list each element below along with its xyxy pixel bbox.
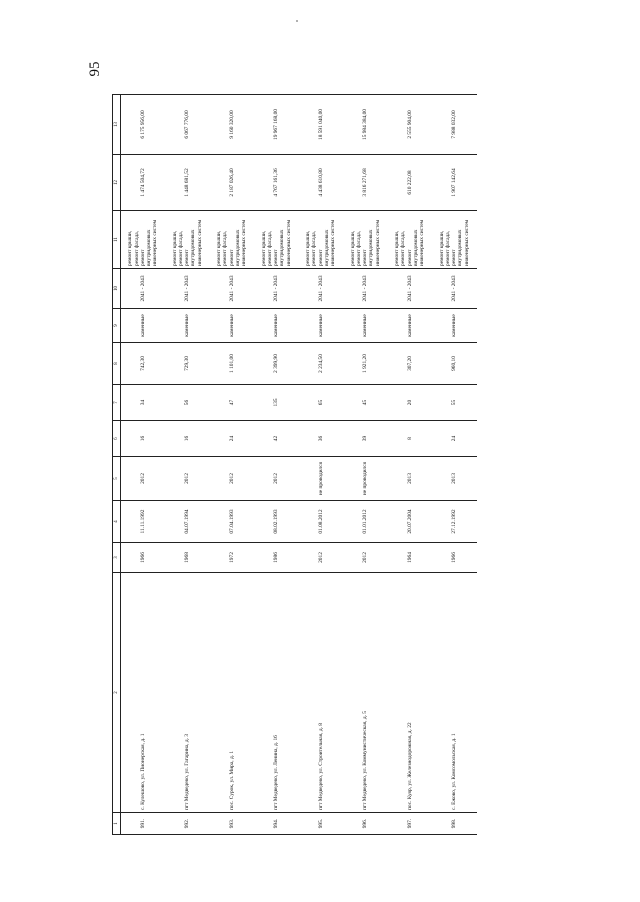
column-number-header: 11: [113, 211, 121, 269]
planned-period-cell: 2041 - 2043: [343, 269, 388, 309]
table-row: [210, 95, 255, 835]
repair-work-line: ремонт фасада,: [177, 230, 184, 266]
column-number-header: 6: [113, 421, 121, 457]
column-7-cell: 34: [121, 385, 166, 421]
repair-work-line: инженерных систем: [285, 219, 292, 266]
page-number: 95: [87, 61, 103, 77]
repair-works-cell: [210, 211, 255, 269]
repair-works-cell: [299, 211, 344, 269]
column-7-cell: 135: [254, 385, 299, 421]
total-cost-cell: 19 967 168,00: [254, 95, 299, 155]
repair-work-line: внутридомовых: [412, 229, 419, 266]
column-number-header: 3: [113, 543, 121, 573]
column-number-header: 8: [113, 343, 121, 385]
column-number-header: 5: [113, 457, 121, 501]
cost-cell: 3 816 271,68: [343, 155, 388, 211]
column-6-cell: 16: [165, 421, 210, 457]
last-repair-cell: 2012: [254, 457, 299, 501]
repair-work-line: ремонт фасада,: [311, 230, 318, 266]
row-number-cell: 993.: [210, 813, 255, 835]
row-number-cell: 995.: [299, 813, 344, 835]
date-cell: 20.07.2004: [388, 501, 433, 543]
planned-period-cell: 2041 - 2043: [299, 269, 344, 309]
date-cell: 01.08.2012: [299, 501, 344, 543]
area-cell: 2 399,90: [254, 343, 299, 385]
planned-period-cell: 2041 - 2043: [254, 269, 299, 309]
column-number-header: 7: [113, 385, 121, 421]
repair-work-line: инженерных систем: [374, 219, 381, 266]
repair-works-cell: [432, 211, 477, 269]
cost-cell: 1 907 142,64: [432, 155, 477, 211]
repair-work-line: внутридомовых: [234, 229, 241, 266]
area-cell: 1 921,20: [343, 343, 388, 385]
repair-work-line: инженерных систем: [241, 219, 248, 266]
table-row: [343, 95, 388, 835]
wall-material-cell: каменные: [343, 309, 388, 343]
total-cost-cell: 6 067 776,00: [165, 95, 210, 155]
column-7-cell: 45: [343, 385, 388, 421]
table-row: [165, 95, 210, 835]
cost-cell: 1 474 504,72: [121, 155, 166, 211]
construction-year-cell: 2012: [299, 543, 344, 573]
column-number-header: 13: [113, 95, 121, 155]
planned-period-cell: 2041 - 2043: [210, 269, 255, 309]
address-cell: пгт Медведево, ул. Коммунистическая, д. 5: [343, 573, 388, 813]
repair-work-line: ремонт: [406, 249, 413, 266]
column-number-row: [113, 95, 121, 835]
table-row: [432, 95, 477, 835]
repair-work-line: ремонт фасада,: [133, 230, 140, 266]
row-number-cell: 996.: [343, 813, 388, 835]
row-number-cell: 992.: [165, 813, 210, 835]
repair-work-line: ремонт: [273, 249, 280, 266]
total-cost-cell: 9 160 320,00: [210, 95, 255, 155]
construction-year-cell: 1972: [210, 543, 255, 573]
repair-work-line: ремонт: [228, 249, 235, 266]
date-cell: 11.11.1992: [121, 501, 166, 543]
row-number-cell: 998.: [432, 813, 477, 835]
area-cell: 742,30: [121, 343, 166, 385]
rotated-table-frame: [112, 95, 520, 835]
last-repair-cell: 2012: [210, 457, 255, 501]
construction-year-cell: 1968: [165, 543, 210, 573]
row-number-cell: 997.: [388, 813, 433, 835]
repair-work-line: инженерных систем: [196, 219, 203, 266]
repair-work-line: ремонт крыши,: [349, 230, 356, 266]
table-row: [299, 95, 344, 835]
repair-work-line: ремонт: [362, 249, 369, 266]
last-repair-cell: не проводился: [299, 457, 344, 501]
repair-work-line: инженерных систем: [152, 219, 159, 266]
repair-work-line: ремонт крыши,: [171, 230, 178, 266]
column-6-cell: 24: [210, 421, 255, 457]
wall-material-cell: каменные: [121, 309, 166, 343]
column-6-cell: 36: [299, 421, 344, 457]
table-container: [112, 95, 520, 835]
column-number-header: 9: [113, 309, 121, 343]
repair-works-cell: [165, 211, 210, 269]
repair-work-line: ремонт фасада,: [400, 230, 407, 266]
column-7-cell: 55: [432, 385, 477, 421]
repair-work-line: ремонт фасада,: [266, 230, 273, 266]
last-repair-cell: 2012: [121, 457, 166, 501]
last-repair-cell: не проводился: [343, 457, 388, 501]
table-row: [388, 95, 433, 835]
repair-program-table: [112, 94, 477, 835]
date-cell: 01.01.2012: [343, 501, 388, 543]
construction-year-cell: 1966: [432, 543, 477, 573]
repair-works-cell: [254, 211, 299, 269]
area-cell: 307,20: [388, 343, 433, 385]
total-cost-cell: 18 591 040,00: [299, 95, 344, 155]
column-6-cell: 16: [121, 421, 166, 457]
last-repair-cell: 2013: [432, 457, 477, 501]
address-cell: с. Кулешово, ул. Пионерская, д. 1: [121, 573, 166, 813]
construction-year-cell: 2012: [343, 543, 388, 573]
repair-work-line: внутридомовых: [457, 229, 464, 266]
column-number-header: 2: [113, 573, 121, 813]
repair-work-line: ремонт: [451, 249, 458, 266]
construction-year-cell: 1966: [121, 543, 166, 573]
repair-work-line: ремонт: [184, 249, 191, 266]
column-6-cell: 24: [432, 421, 477, 457]
address-cell: пос. Сурок, ул. Мира, д. 1: [210, 573, 255, 813]
wall-material-cell: каменные: [299, 309, 344, 343]
column-7-cell: 47: [210, 385, 255, 421]
column-7-cell: 20: [388, 385, 433, 421]
repair-work-line: ремонт крыши,: [394, 230, 400, 266]
repair-work-line: ремонт крыши,: [127, 230, 134, 266]
last-repair-cell: 2013: [388, 457, 433, 501]
repair-work-line: внутридомовых: [323, 229, 330, 266]
planned-period-cell: 2041 - 2043: [388, 269, 433, 309]
row-number-cell: 994.: [254, 813, 299, 835]
column-7-cell: 65: [299, 385, 344, 421]
address-cell: с. Ежово, ул. Комсомольская, д. 1: [432, 573, 477, 813]
repair-work-line: ремонт фасада,: [355, 230, 362, 266]
wall-material-cell: каменные: [165, 309, 210, 343]
repair-work-line: ремонт фасада,: [444, 230, 451, 266]
column-number-header: 10: [113, 269, 121, 309]
table-row: [121, 95, 166, 835]
cost-cell: 1 448 681,52: [165, 155, 210, 211]
repair-work-line: ремонт крыши,: [438, 230, 445, 266]
wall-material-cell: каменные: [254, 309, 299, 343]
cost-cell: 4 438 610,80: [299, 155, 344, 211]
planned-period-cell: 2041 - 2043: [432, 269, 477, 309]
date-cell: 07.04.1993: [210, 501, 255, 543]
repair-work-line: ремонт: [317, 249, 324, 266]
date-cell: 04.07.1994: [165, 501, 210, 543]
repair-work-line: ремонт фасада,: [222, 230, 229, 266]
area-cell: 960,10: [432, 343, 477, 385]
address-cell: пос. Куяр, ул. Железнодорожная, д. 22: [388, 573, 433, 813]
table-body: [121, 95, 477, 835]
last-repair-cell: 2012: [165, 457, 210, 501]
repair-work-line: ремонт крыши,: [305, 230, 311, 266]
date-cell: 27.12.1992: [432, 501, 477, 543]
total-cost-cell: 7 988 032,00: [432, 95, 477, 155]
column-6-cell: 8: [388, 421, 433, 457]
total-cost-cell: 6 175 956,00: [121, 95, 166, 155]
column-6-cell: 39: [343, 421, 388, 457]
total-cost-cell: 15 984 384,00: [343, 95, 388, 155]
column-number-header: 4: [113, 501, 121, 543]
scan-speck: [296, 20, 298, 22]
row-number-cell: 991.: [121, 813, 166, 835]
cost-cell: 4 767 161,36: [254, 155, 299, 211]
area-cell: 729,30: [165, 343, 210, 385]
repair-work-line: ремонт: [139, 249, 146, 266]
repair-work-line: ремонт крыши,: [260, 230, 267, 266]
repair-work-line: инженерных систем: [330, 219, 337, 266]
repair-works-cell: [388, 211, 433, 269]
address-cell: пгт Медведево, ул. Ленина, д. 16: [254, 573, 299, 813]
wall-material-cell: каменные: [210, 309, 255, 343]
cost-cell: 2 187 026,40: [210, 155, 255, 211]
repair-works-cell: [121, 211, 166, 269]
wall-material-cell: каменные: [388, 309, 433, 343]
area-cell: 2 234,50: [299, 343, 344, 385]
repair-work-line: внутридомовых: [279, 229, 286, 266]
total-cost-cell: 2 555 904,00: [388, 95, 433, 155]
repair-work-line: внутридомовых: [146, 229, 153, 266]
repair-work-line: внутридомовых: [368, 229, 375, 266]
construction-year-cell: 1986: [254, 543, 299, 573]
construction-year-cell: 1964: [388, 543, 433, 573]
address-cell: пгт Медведево, ул. Гагарина, д. 3: [165, 573, 210, 813]
date-cell: 08.02.1993: [254, 501, 299, 543]
repair-work-line: инженерных систем: [463, 219, 470, 266]
planned-period-cell: 2041 - 2043: [121, 269, 166, 309]
column-6-cell: 42: [254, 421, 299, 457]
cost-cell: 610 222,08: [388, 155, 433, 211]
repair-work-line: ремонт крыши,: [216, 230, 222, 266]
wall-material-cell: каменные: [432, 309, 477, 343]
repair-works-cell: [343, 211, 388, 269]
column-7-cell: 56: [165, 385, 210, 421]
table-row: [254, 95, 299, 835]
repair-work-line: инженерных систем: [419, 219, 426, 266]
address-cell: пгт Медведево, ул. Строительная, д. 8: [299, 573, 344, 813]
repair-work-line: внутридомовых: [190, 229, 197, 266]
area-cell: 1 101,00: [210, 343, 255, 385]
planned-period-cell: 2041 - 2043: [165, 269, 210, 309]
column-number-header: 12: [113, 155, 121, 211]
column-number-header: 1: [113, 813, 121, 835]
